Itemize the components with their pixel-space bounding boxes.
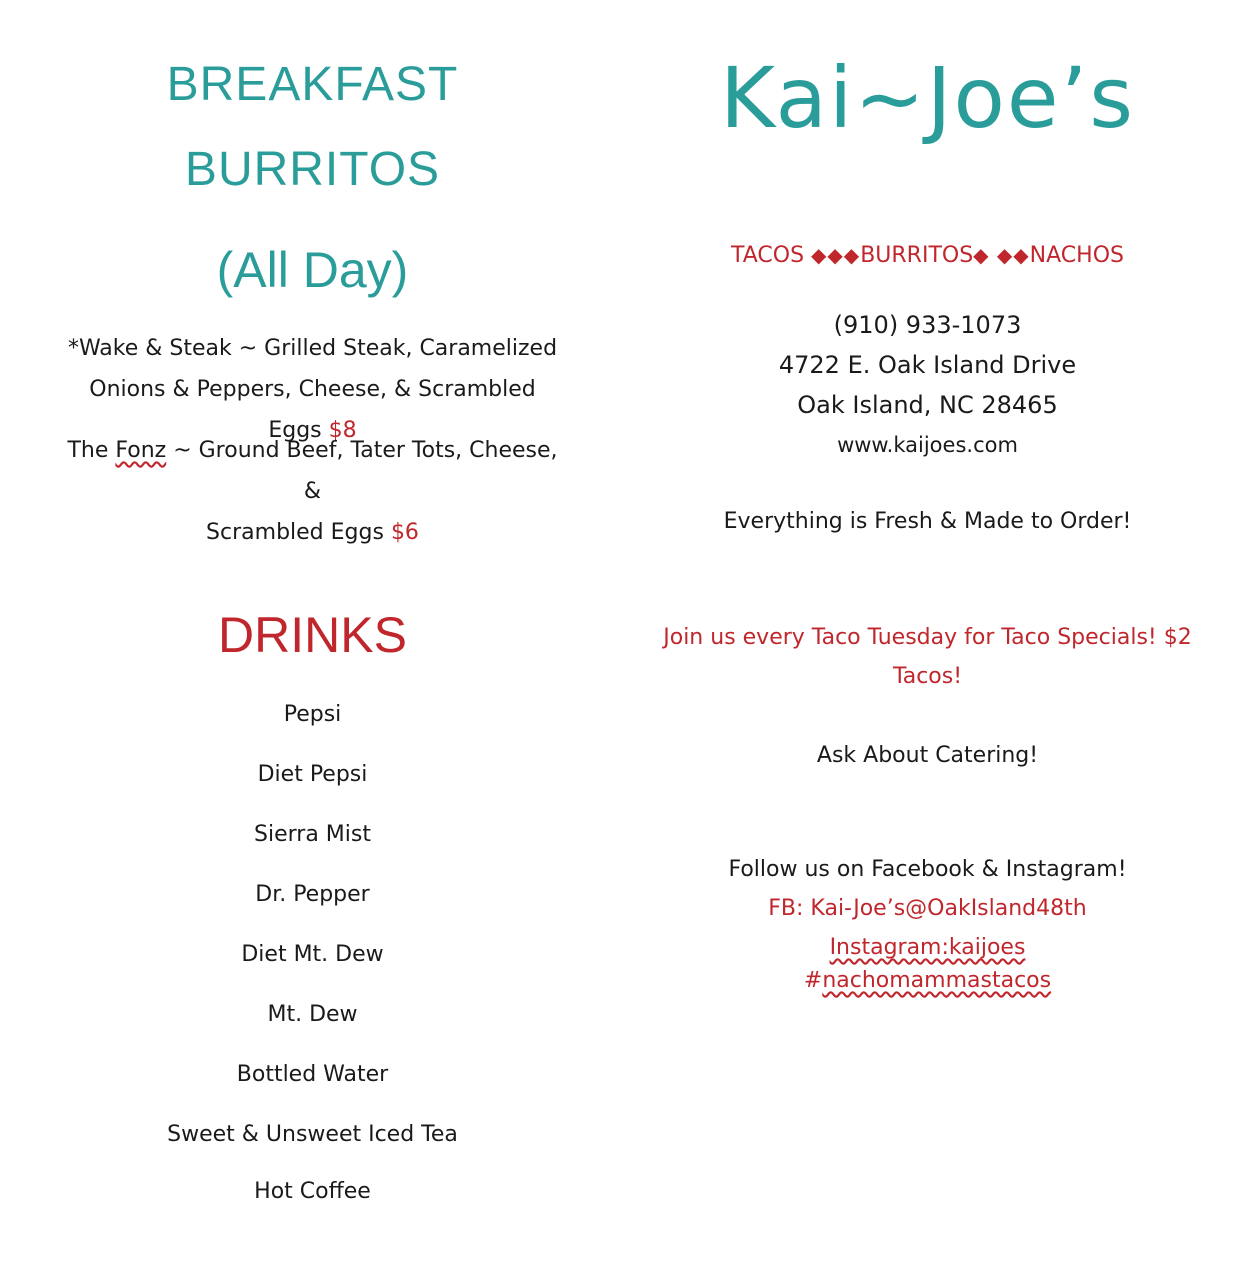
tagline (655, 240, 1200, 271)
item-prefix: The (67, 438, 116, 463)
instagram-handle[interactable]: Instagram:kaijoes (829, 935, 1026, 960)
diamond-icon: ◆ ◆◆ (973, 243, 1030, 267)
follow-text: Follow us on Facebook & Instagram! (728, 857, 1127, 882)
drink-item: Sweet & Unsweet Iced Tea (167, 1122, 458, 1147)
catering-note: Ask About Catering! (816, 743, 1039, 768)
address-line1: 4722 E. Oak Island Drive (778, 351, 1077, 379)
item-description: ~ Ground Beef, Tater Tots, Cheese, & (166, 438, 558, 504)
drink-item: Bottled Water (236, 1062, 389, 1087)
promo-line: Join us every Taco Tuesday for Taco Specials! $2 (663, 625, 1192, 650)
drink-item: Dr. Pepper (255, 882, 370, 907)
drink-item: Hot Coffee (254, 1179, 371, 1204)
item-line (60, 430, 565, 512)
tagline-burritos: BURRITOS (860, 243, 974, 268)
hashtag[interactable]: nachomammastacos (822, 968, 1052, 993)
tagline-nachos: NACHOS (1029, 243, 1124, 268)
item-line: *Wake & Steak ~ Grilled Steak, Caramelized (67, 336, 558, 361)
social-block (655, 850, 1200, 1000)
breakfast-title-line2: BURRITOS (184, 143, 441, 196)
fresh-statement: Everything is Fresh & Made to Order! (723, 509, 1132, 534)
drink-item: Diet Mt. Dew (241, 942, 384, 967)
hashtag-line: #nachomammastacos (803, 968, 1052, 993)
drink-item: Pepsi (283, 702, 342, 727)
promo-line: Tacos! (892, 664, 963, 689)
diamond-icon: ◆◆◆ (811, 243, 861, 267)
contact-block (655, 305, 1200, 465)
item-description: Scrambled Eggs (206, 520, 384, 545)
website-link[interactable]: www.kaijoes.com (837, 433, 1018, 457)
drinks-title: DRINKS (218, 607, 407, 663)
item-line (60, 512, 565, 553)
facebook-handle[interactable]: FB: Kai-Joe’s@OakIsland48th (768, 896, 1087, 921)
all-day-label: (All Day) (216, 242, 409, 298)
item-price: $8 (328, 418, 357, 443)
phone-number: (910) 933-1073 (833, 311, 1022, 339)
item-price: $6 (390, 520, 419, 545)
tagline-tacos: TACOS (731, 243, 812, 268)
drink-item: Diet Pepsi (257, 762, 368, 787)
item-description: Onions & Peppers, Cheese, & Scrambled Eggs (89, 377, 536, 443)
item-name: Fonz (115, 438, 167, 463)
breakfast-title-line1: BREAKFAST (166, 58, 459, 111)
address-line2: Oak Island, NC 28465 (797, 391, 1058, 419)
brand-logo: Kai~Joe’s (719, 49, 1136, 147)
drink-item: Sierra Mist (254, 822, 371, 847)
menu-item-fonz (60, 430, 565, 553)
drink-item: Mt. Dew (267, 1002, 358, 1027)
taco-tuesday-promo (655, 618, 1200, 696)
